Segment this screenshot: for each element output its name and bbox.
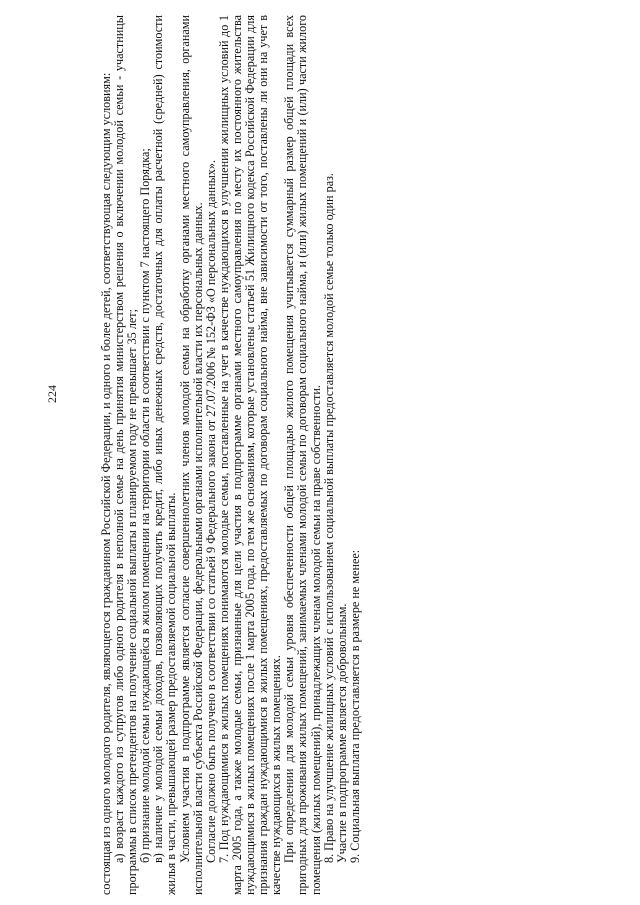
paragraph-condition-c: в) наличие у молодой семьи доходов, позволяющих получить кредит, либо иных денежных средств, достаточных для оплаты расчетной (средней) стоимости жилья в части, превышающей размер предоставляемой социальной выплаты. xyxy=(151,15,179,895)
paragraph-item-8: 8. Право на улучшение жилищных условий с использованием социальной выплаты предоставляется молодой семье только один раз. xyxy=(321,173,336,863)
document-body xyxy=(100,15,540,895)
paragraph-area-determination: При определении для молодой семьи уровня обеспеченности общей площадью жилого помещения учитывается суммарный размер общей площади всех пригодных для проживания жилых помещений, занимаемых членами молодой семьи по договорам социального найма, и (или) жилых помещений и (или) части жилого помещения (жилых помещений), принадлежащих членам молодой семьи на праве собственности. xyxy=(282,15,323,895)
paragraph-condition-b: б) признание молодой семьи нуждающейся в жилом помещении на территории области в соответствии с пунктом 7 настоящего Порядка; xyxy=(138,148,153,863)
paragraph-consent-condition: Условием участия в подпрограмме является согласие совершеннолетних членов молодой семьи на обработку органами местного самоуправления, органами исполнительной власти субъекта Российской Федерации, федеральными органами исполнительной власти их персональных данных. xyxy=(177,15,205,895)
paragraph-consent-law: Согласие должно быть получено в соответствии со статьей 9 Федерального закона от 27.07.2006 № 152-ФЗ «О персональных данных». xyxy=(203,159,218,863)
paragraph-item-9: 9. Социальная выплата предоставляется в размере не менее: xyxy=(347,549,362,863)
paragraph-continuation: состоящая из одного молодого родителя, являющегося гражданином Российской Федерации, и одного и более детей, соответствующая следующим условиям: xyxy=(99,72,113,895)
paragraph-item-7: 7. Под нуждающимися в жилых помещениях понимаются молодые семьи, поставленные на учет в качестве нуждающихся в улучшении жилищных условий до 1 марта 2005 года, а также молодые семьи, признанные для цели участия в подпрограмме органами местного самоуправления по месту их постоянного жительства нуждающимися в жилых помещениях после 1 марта 2005 года, по тем же основаниям, которые установлены статьей 51 Жилищного кодекса Российской Федерации для признания граждан нуждающимися в жилых помещениях, предоставляемых по договорам социального найма, вне зависимости от того, поставлены ли они на учет в качестве нуждающихся в жилых помещениях. xyxy=(216,15,284,895)
page-number: 224 xyxy=(45,385,59,403)
paragraph-condition-a: а) возраст каждого из супругов либо одного родителя в неполной семье на день принятия министерством решения о включении молодой семьи - участницы программы в список претендентов на получение социальной выплаты в планируемом году не превышает 35 лет; xyxy=(112,15,140,895)
paragraph-voluntary: Участие в подпрограмме является добровольным. xyxy=(334,603,349,863)
